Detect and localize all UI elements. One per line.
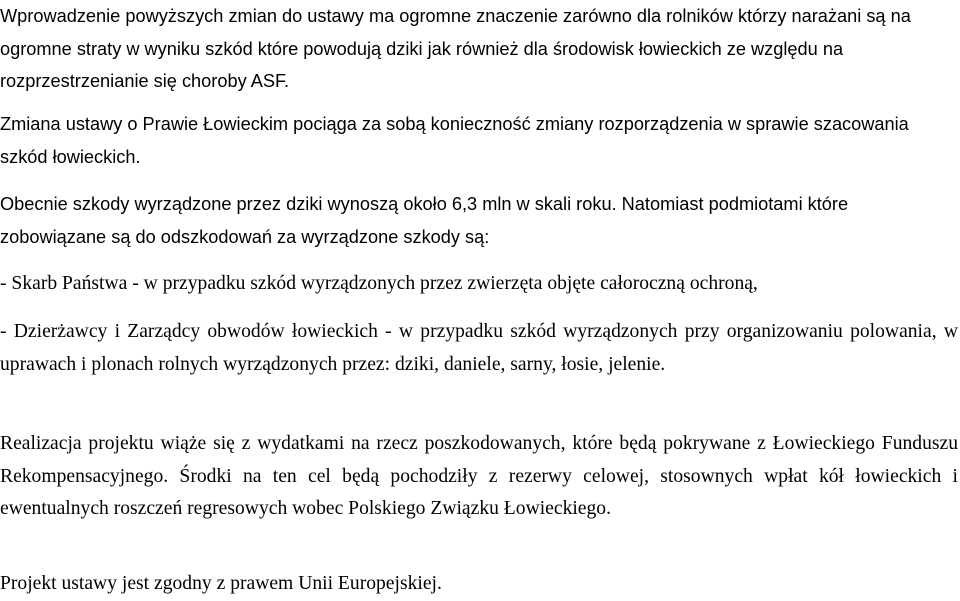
list-item-leaseholders: - Dzierżawcy i Zarządcy obwodów łowieckich - w przypadku szkód wyrządzonych przy organizowaniu polowania, w uprawach i plonach rolnych wyrządzonych przez: dziki, daniele, sarny, łosie, jelenie.: [0, 321, 958, 375]
list-item-state-treasury: - Skarb Państwa - w przypadku szkód wyrządzonych przez zwierzęta objęte całoroczną ochroną,: [0, 273, 758, 294]
paragraph-project-funding: Realizacja projektu wiąże się z wydatkami na rzecz poszkodowanych, które będą pokrywane z Łowieckiego Funduszu Rekompensacyjnego. Środki na ten cel będą pochodziły z rezerwy celowej, stosownych wpłat kół łowieckich i ewentualnych roszczeń regresowych wobec Polskiego Związku Łowieckiego.: [0, 433, 958, 519]
paragraph-regulation-change: Zmiana ustawy o Prawie Łowieckim pociąga za sobą konieczność zmiany rozporządzenia w sprawie szacowania szkód łowieckich.: [0, 114, 909, 167]
paragraph-introduction: Wprowadzenie powyższych zmian do ustawy ma ogromne znaczenie zarówno dla rolników którzy narażani są na ogromne straty w wyniku szkód które powodują dziki jak również dla środowisk łowieckich ze względu na rozprzestrzenianie się choroby ASF.: [0, 6, 911, 91]
paragraph-eu-compliance: Projekt ustawy jest zgodny z prawem Unii Europejskiej.: [0, 573, 442, 594]
paragraph-current-damages: Obecnie szkody wyrządzone przez dziki wynoszą około 6,3 mln w skali roku. Natomiast podmiotami które zobowiązane są do odszkodowań za wyrządzone szkody są:: [0, 194, 849, 247]
